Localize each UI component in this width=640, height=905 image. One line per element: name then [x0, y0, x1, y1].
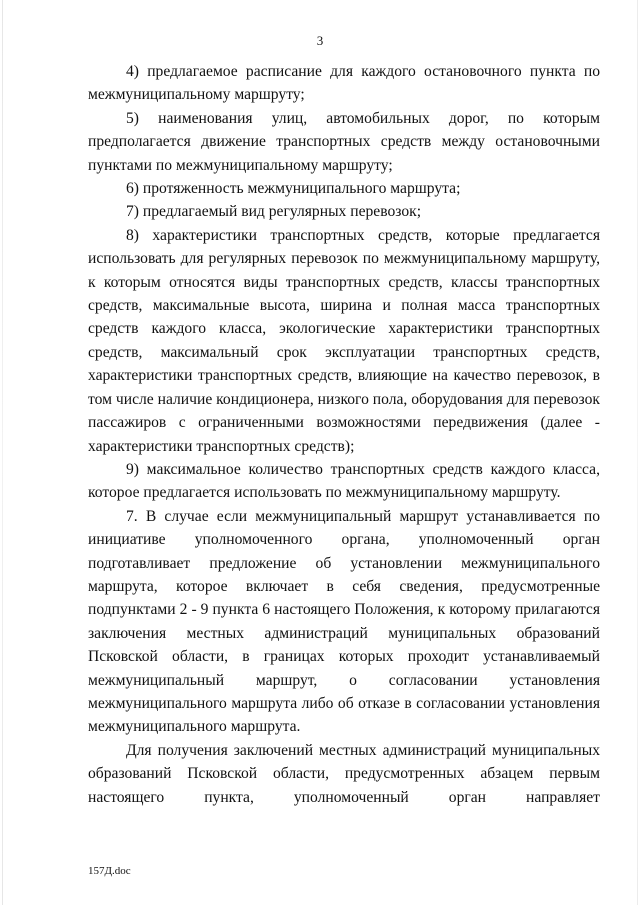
- paragraph-item-9: 9) максимальное количество транспортных средств каждого класса, которое предлагается использовать по межмуниципальному маршруту.: [88, 460, 600, 502]
- paragraph-clause-7: 7. В случае если межмуниципальный маршрут устанавливается по инициативе уполномоченного органа, уполномоченный орган подготавливает предложение об установлении межмуниципального маршрута, которое включает в себя сведения, предусмотренные подпунктами 2 - 9 пункта 6 настоящего Положения, к которому прилагаются заключения местных администраций муниципальных образований Псковской области, в границах которых проходит устанавливаемый межмуниципальный маршрут, о согласовании установления межмуниципального маршрута либо об отказе в согласовании установления межмуниципального маршрута.: [88, 507, 600, 736]
- page-number: 3: [316, 33, 324, 48]
- paragraph-item-5: 5) наименования улиц, автомобильных дорог, по которым предполагается движение транспортных средств между остановочными пунктами по межмуниципальному маршруту;: [88, 109, 600, 174]
- document-body: [88, 60, 600, 809]
- scan-edge-right: [637, 0, 638, 905]
- paragraph-item-8: 8) характеристики транспортных средств, которые предлагается использовать для регулярных перевозок по межмуниципальному маршруту, к которым относятся виды транспортных средств, классы транспортных средств, максимальные высота, ширина и полная масса транспортных средств каждого класса, экологические характеристики транспортных средств, максимальный срок эксплуатации транспортных средств, характеристики транспортных средств, влияющие на качество перевозок, в том числе наличие кондиционера, низкого пола, оборудования для перевозок пассажиров с ограниченными возможностями передвижения (далее - характеристики транспортных средств);: [88, 226, 600, 455]
- paragraph-clause-7-continued: Для получения заключений местных администраций муниципальных образований Псковской области, предусмотренных абзацем первым настоящего пункта, уполномоченный орган направляет: [88, 741, 600, 806]
- paragraph-item-6: 6) протяженность межмуниципального маршрута;: [126, 180, 461, 198]
- scan-edge-left: [2, 0, 3, 905]
- footer-file-name: 157Д.doc: [88, 865, 131, 877]
- paragraph-item-7: 7) предлагаемый вид регулярных перевозок;: [126, 203, 422, 221]
- paragraph-item-4: 4) предлагаемое расписание для каждого остановочного пункта по межмуниципальному маршруту;: [88, 63, 600, 104]
